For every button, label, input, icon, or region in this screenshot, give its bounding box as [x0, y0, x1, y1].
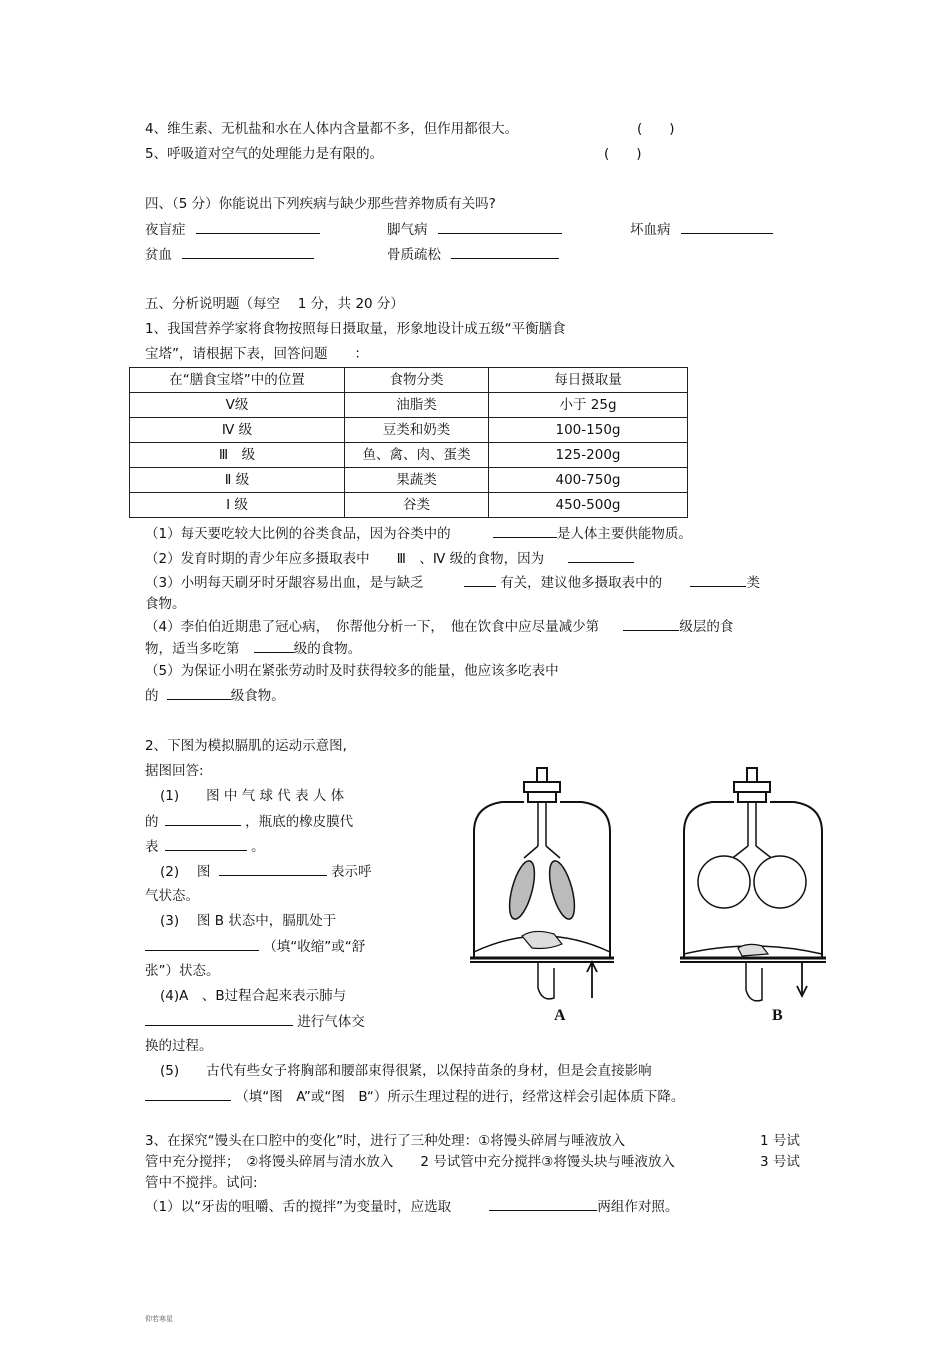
table-cell: 豆类和奶类 [345, 418, 489, 443]
q1-sub-4 [145, 617, 733, 636]
table-row [130, 443, 688, 468]
table-cell: 400-750g [489, 468, 688, 493]
q1-sub-3-cont: 食物。 [145, 596, 186, 612]
q2-sub-3-cont [145, 937, 365, 956]
q1-sub-4-text: （4）李伯伯近期患了冠心病， 你帮他分析一下， 他在饮食中应尽量减少第 [145, 619, 600, 635]
q3-sub-1-text: （1）以“牙齿的咀嚼、舌的搅拌”为变量时，应选取 [145, 1199, 452, 1215]
q1-sub-1 [145, 524, 692, 543]
q2-sub-5-text: （填“图 A”或“图 B“）所示生理过程的进行，经常这样会引起体质下降。 [235, 1089, 685, 1105]
q1-sub-5-tail: 级食物。 [230, 688, 285, 704]
table-cell: 125-200g [489, 443, 688, 468]
table-row [130, 493, 688, 518]
answer-blank[interactable] [254, 639, 294, 653]
table-cell: Ⅲ 级 [130, 443, 345, 468]
table-cell: Ⅱ 级 [130, 468, 345, 493]
table-cell: 鱼、禽、肉、蛋类 [345, 443, 489, 468]
disease-scurvy-line [630, 220, 773, 239]
q2-sub-1-text: 的 [145, 814, 159, 830]
table-header: 食物分类 [345, 368, 489, 393]
answer-blank[interactable] [464, 573, 496, 587]
table-cell: 果蔬类 [345, 468, 489, 493]
q2-sub-4-cont [145, 1012, 365, 1031]
answer-blank[interactable] [438, 220, 562, 234]
disease-beriberi: 脚气病 [387, 222, 428, 238]
q2-sub-2-text: (2) 图 [160, 864, 211, 880]
hand-a-icon [522, 931, 562, 948]
answer-blank[interactable] [165, 837, 247, 851]
q1-sub-4-tail-2: 级的食物。 [293, 641, 362, 657]
disease-beriberi-line [387, 220, 562, 239]
table-cell: Ⅰ 级 [130, 493, 345, 518]
q1-sub-4-text-2: 物，适当多吃第 [145, 641, 240, 657]
answer-blank[interactable] [451, 245, 559, 259]
section-4-title: 四、（5 分）你能说出下列疾病与缺少那些营养物质有关吗? [145, 196, 496, 212]
table-cell: 油脂类 [345, 393, 489, 418]
q2-sub-1: (1) 图 中 气 球 代 表 人 体 [160, 788, 345, 804]
q1-sub-2-text: （2）发育时期的青少年应多摄取表中 Ⅲ 、Ⅳ 级的食物，因为 [145, 551, 545, 567]
answer-blank[interactable] [568, 549, 634, 563]
table-row [130, 418, 688, 443]
table-cell: 小于 25g [489, 393, 688, 418]
balloon-left-a [505, 858, 540, 921]
answer-blank[interactable] [681, 220, 773, 234]
disease-osteoporosis-line [387, 245, 559, 264]
answer-blank[interactable] [489, 1197, 597, 1211]
question-1-intro-2: 宝塔”，请根据下表，回答问题 ： [145, 346, 368, 362]
q1-sub-4-cont [145, 639, 361, 658]
q3-intro-tail: 1 号试 [760, 1133, 800, 1149]
q2-sub-1-mid: ，瓶底的橡皮膜代 [245, 814, 354, 830]
disease-night-blindness: 夜盲症 [145, 222, 186, 238]
q2-sub-3: (3) 图 B 状态中，膈肌处于 [160, 913, 337, 929]
q1-sub-1-text: （1）每天要吃较大比例的谷类食品，因为谷类中的 [145, 526, 451, 542]
section-5-title: 五、分析说明题（每空 1 分，共 20 分） [145, 296, 404, 312]
q2-sub-4: (4)A 、B过程合起来表示肺与 [160, 988, 347, 1004]
answer-paren-4: ( ) [637, 121, 675, 137]
q3-intro-2: 管中充分搅拌； ②将馒头碎屑与清水放入 2 号试管中充分搅拌③将馒头块与唾液放入 [145, 1154, 675, 1170]
q2-sub-2 [160, 862, 372, 881]
answer-blank[interactable] [623, 617, 679, 631]
q1-sub-1-tail: 是人体主要供能物质。 [556, 526, 692, 542]
answer-blank[interactable] [167, 686, 231, 700]
table-header: 在“膳食宝塔”中的位置 [130, 368, 345, 393]
answer-blank[interactable] [219, 862, 327, 876]
jar-b [680, 768, 826, 962]
balloon-right-a [545, 858, 580, 921]
q1-sub-5-cont [145, 686, 285, 705]
figure-label-b: B [772, 1007, 783, 1024]
figure-label-a: A [554, 1007, 566, 1024]
q1-sub-5-text: 的 [145, 688, 159, 704]
disease-osteoporosis: 骨质疏松 [387, 247, 441, 263]
q1-sub-4-tail: 级层的食 [679, 619, 734, 635]
diaphragm-model-figure [462, 762, 832, 1032]
q2-sub-5: (5) 古代有些女子将胸部和腰部束得很紧，以保持苗条的身材，但是会直接影响 [160, 1063, 652, 1079]
answer-blank[interactable] [145, 1087, 231, 1101]
table-cell: Ⅳ 级 [130, 418, 345, 443]
q2-sub-4-cont-2: 换的过程。 [145, 1038, 213, 1054]
table-cell: 450-500g [489, 493, 688, 518]
q1-sub-3 [145, 573, 760, 592]
page-footer: 仰若寒星 [145, 1315, 173, 1323]
disease-scurvy: 坏血病 [630, 222, 671, 238]
q2-sub-1-cont [145, 812, 353, 831]
q1-sub-3-tail: 类 [746, 575, 760, 591]
q1-sub-5: （5）为保证小明在紧张劳动时及时获得较多的能量，他应该多吃表中 [145, 663, 559, 679]
answer-paren-5: ( ) [604, 146, 642, 162]
table-row [130, 393, 688, 418]
tf-item-4: 4、维生素、无机盐和水在人体内含量都不多，但作用都很大。 [145, 121, 519, 137]
answer-blank[interactable] [145, 1012, 293, 1026]
table-row [130, 468, 688, 493]
q2-sub-2-cont: 气状态。 [145, 888, 199, 904]
q1-sub-3-text: （3）小明每天刷牙时牙龈容易出血，是与缺乏 [145, 575, 424, 591]
q2-sub-1-cont-2 [145, 837, 265, 856]
tf-item-5: 5、呼吸道对空气的处理能力是有限的。 [145, 146, 384, 162]
answer-blank[interactable] [145, 937, 259, 951]
q1-sub-2 [145, 549, 634, 568]
table-cell: 谷类 [345, 493, 489, 518]
q3-intro-3: 管中不搅拌。试问: [145, 1175, 258, 1191]
balloon-left-b [698, 856, 750, 908]
answer-blank[interactable] [196, 220, 320, 234]
q2-sub-1-tail: 。 [251, 839, 265, 855]
answer-blank[interactable] [493, 524, 557, 538]
table-header-row [130, 368, 688, 393]
answer-blank[interactable] [182, 245, 314, 259]
q2-sub-3-cont-2: 张”）状态。 [145, 963, 220, 979]
table-cell: Ⅴ级 [130, 393, 345, 418]
question-1-intro: 1、我国营养学家将食物按照每日摄取量，形象地设计成五级“平衡膳食 [145, 321, 566, 337]
disease-anemia-line [145, 245, 314, 264]
disease-anemia: 贫血 [145, 247, 172, 263]
q1-sub-3-mid: 有关，建议他多摄取表中的 [500, 575, 663, 591]
diet-pagoda-table [129, 367, 688, 518]
q2-intro: 2、下图为模拟膈肌的运动示意图, [145, 738, 347, 754]
q2-sub-3-text: （填“收缩”或“舒 [263, 939, 366, 955]
q2-sub-1-text-2: 表 [145, 839, 159, 855]
disease-row-1 [145, 220, 320, 239]
q3-intro: 3、在探究“馒头在口腔中的变化”时，进行了三种处理：①将馒头碎屑与唾液放入 [145, 1133, 626, 1149]
q2-sub-4-text: 进行气体交 [297, 1014, 365, 1030]
q3-sub-1 [145, 1197, 678, 1216]
q2-sub-5-cont [145, 1087, 684, 1106]
table-cell: 100-150g [489, 418, 688, 443]
answer-blank[interactable] [165, 812, 241, 826]
q2-sub-2-tail: 表示呼 [331, 864, 372, 880]
q3-intro-2-tail: 3 号试 [760, 1154, 800, 1170]
q2-intro-2: 据图回答: [145, 763, 204, 779]
balloon-right-b [754, 856, 806, 908]
answer-blank[interactable] [690, 573, 746, 587]
table-header: 每日摄取量 [489, 368, 688, 393]
q3-sub-1-tail: 两组作对照。 [597, 1199, 679, 1215]
